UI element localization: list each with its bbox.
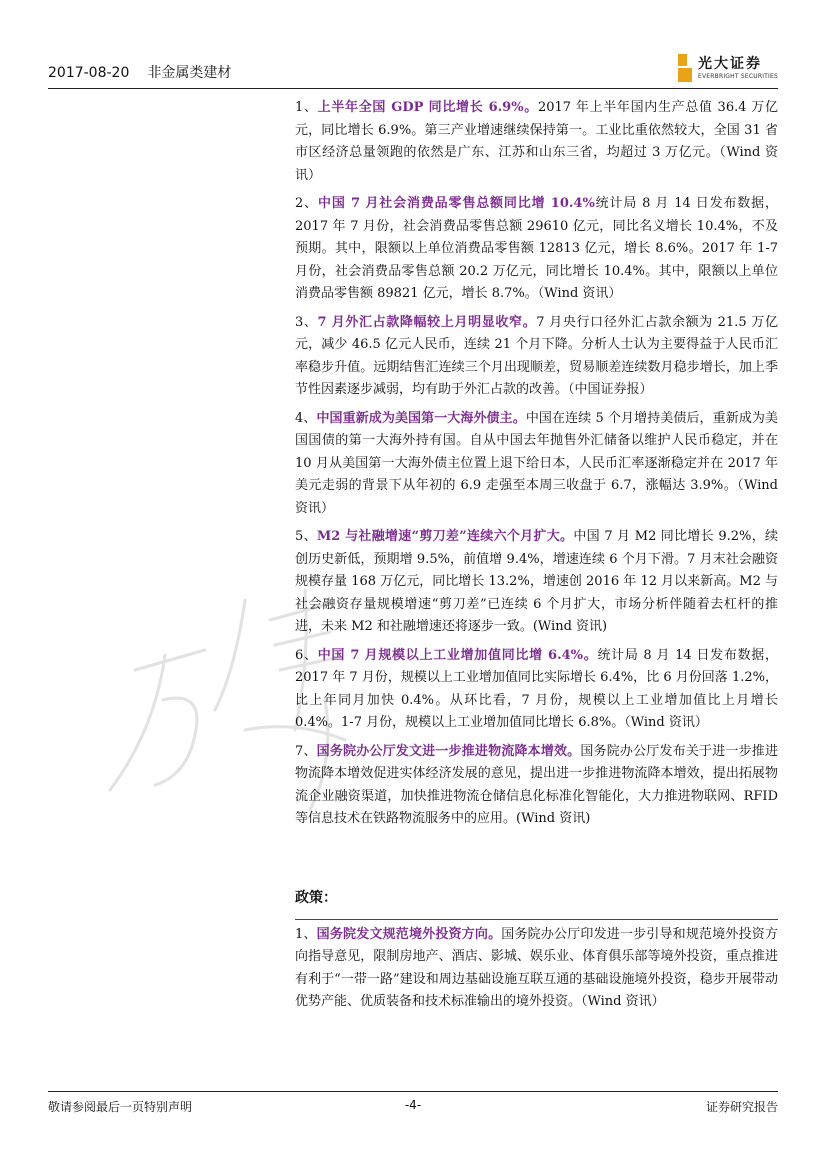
company-logo <box>678 52 778 86</box>
policy-headline: 国务院发文规范境外投资方向。 <box>316 926 502 942</box>
news-item-2 <box>295 193 778 306</box>
news-headline: 中国 7 月社会消费品零售总额同比增 10.4% <box>317 196 595 211</box>
news-number: 6、 <box>295 647 318 663</box>
policy-number: 1、 <box>295 926 317 942</box>
news-item-3 <box>295 312 778 402</box>
news-body: 统计局 8 月 14 日发布数据，2017 年 7 月份，规模以上工业增加值同比实际增长 6.4%，比 6 月份回落 1.2%，比上年同月加快 0.4%。从环比看，7 月份，规模以上工业增加值比上月增长 0.4%。1-7 月份，规模以上工业增加值同比增长 6.8%。（Wind 资讯） <box>295 647 779 730</box>
news-item-1 <box>295 97 778 187</box>
page-header <box>48 52 778 89</box>
page-number: -4- <box>404 1098 422 1112</box>
disclaimer-note: 敬请参阅最后一页特别声明 <box>48 1100 193 1114</box>
news-body: 7 月央行口径外汇占款余额为 21.5 万亿元，减少 46.5 亿元人民币，连续 21 个月下降。分析人士认为主要得益于人民币汇率稳步升值。远期结售汇连续三个月出现顺差，贸易顺差连续数月稳步增长，加上季节性因素逐步减弱，均有助于外汇占款的改善。（中国证券报） <box>295 314 778 397</box>
header-info <box>48 62 231 82</box>
report-type: 证券研究报告 <box>705 1100 778 1114</box>
report-date: 2017-08-20 <box>48 65 130 81</box>
page-footer <box>48 1091 778 1122</box>
news-body: 中国在连续 5 个月增持美债后，重新成为美国国债的第一大海外持有国。自从中国去年抛售外汇储备以维护人民币稳定，并在 10 月从美国第一大海外债主位置上退下给日本，人民币汇率逐渐稳定并在 2017 年美元走弱的背景下从年初的 6.9 走强至本周三收盘于 6.7，涨幅达 3.9%。（Wind 资讯） <box>295 410 778 516</box>
news-number: 4、 <box>295 410 317 426</box>
report-category: 非金属类建材 <box>147 65 232 81</box>
policy-item-1 <box>295 924 778 1014</box>
news-item-4 <box>295 408 778 521</box>
news-item-6 <box>295 645 778 735</box>
news-headline: 7 月外汇占款降幅较上月明显收窄。 <box>317 314 537 330</box>
policy-body: 国务院办公厅印发进一步引导和规范境外投资方向指导意见，限制房地产、酒店、影城、娱乐业、体育俱乐部等境外投资，重点推进有利于“一带一路”建设和周边基础设施互联互通的基础设施境外投资，稳步开展带动优势产能、优质装备和技术标准输出的境外投资。（Wind 资讯） <box>295 926 778 1009</box>
news-headline: 中国重新成为美国第一大海外债主。 <box>316 410 526 426</box>
news-headline: 中国 7 月规模以上工业增加值同比增 6.4%。 <box>317 647 598 663</box>
logo-name-cn: 光大证券 <box>698 56 762 72</box>
news-number: 7、 <box>295 743 317 759</box>
news-item-5 <box>295 526 778 639</box>
policy-heading: 政策： <box>295 889 337 906</box>
news-item-7 <box>295 741 778 831</box>
news-headline: M2 与社融增速“剪刀差”连续六个月扩大。 <box>316 529 574 544</box>
logo-mark-icon <box>678 54 692 82</box>
section-divider <box>295 919 778 920</box>
news-number: 2、 <box>295 196 318 211</box>
content-column <box>295 97 778 1020</box>
news-body: 中国 7 月 M2 同比增长 9.2%，续创历史新低，预期增 9.5%，前值增 9.4%，增速连续 6 个月下滑。7 月末社会融资规模存量 168 万亿元，同比增长 13.2%，增速创 2016 年 12 月以来新高。M2 与社会融资存量规模增速“剪刀差”已连续 6 个月扩大，市场分析伴随着去杠杆的推进，未来 M2 和社融增速还将逐步一致。(Wind 资讯) <box>295 529 778 634</box>
news-body: 国务院办公厅发布关于进一步推进物流降本增效促进实体经济发展的意见，提出进一步推进物流降本增效，提出拓展物流企业融资渠道，加快推进物流仓储信息化标准化智能化，大力推进物联网、RFID 等信息技术在铁路物流服务中的应用。(Wind 资讯) <box>295 743 778 826</box>
news-body: 2017 年上半年国内生产总值 36.4 万亿元，同比增长 6.9%。第三产业增速继续保持第一。工业比重依然较大，全国 31 省市区经济总量领跑的依然是广东、江苏和山东三省，均超过 3 万亿元。（Wind 资讯） <box>295 100 778 183</box>
news-number: 3、 <box>295 314 318 330</box>
news-body: 统计局 8 月 14 日发布数据，2017 年 7 月份，社会消费品零售总额 29610 亿元，同比名义增长 10.4%，不及预期。其中，限额以上单位消费品零售额 12813 亿元，增长 8.6%。2017 年 1-7 月份，社会消费品零售总额 20.2 万亿元，同比增长 10.4%。其中，限额以上单位消费品零售额 89821 亿元，增长 8.7%。（Wind 资讯） <box>295 196 779 301</box>
news-headline: 国务院办公厅发文进一步推进物流降本增效。 <box>316 743 581 759</box>
logo-name-en: EVERBRIGHT SECURITIES <box>698 73 778 80</box>
news-number: 5、 <box>295 529 317 544</box>
news-number: 1、 <box>295 100 318 115</box>
news-headline: 上半年全国 GDP 同比增长 6.9%。 <box>317 100 538 115</box>
